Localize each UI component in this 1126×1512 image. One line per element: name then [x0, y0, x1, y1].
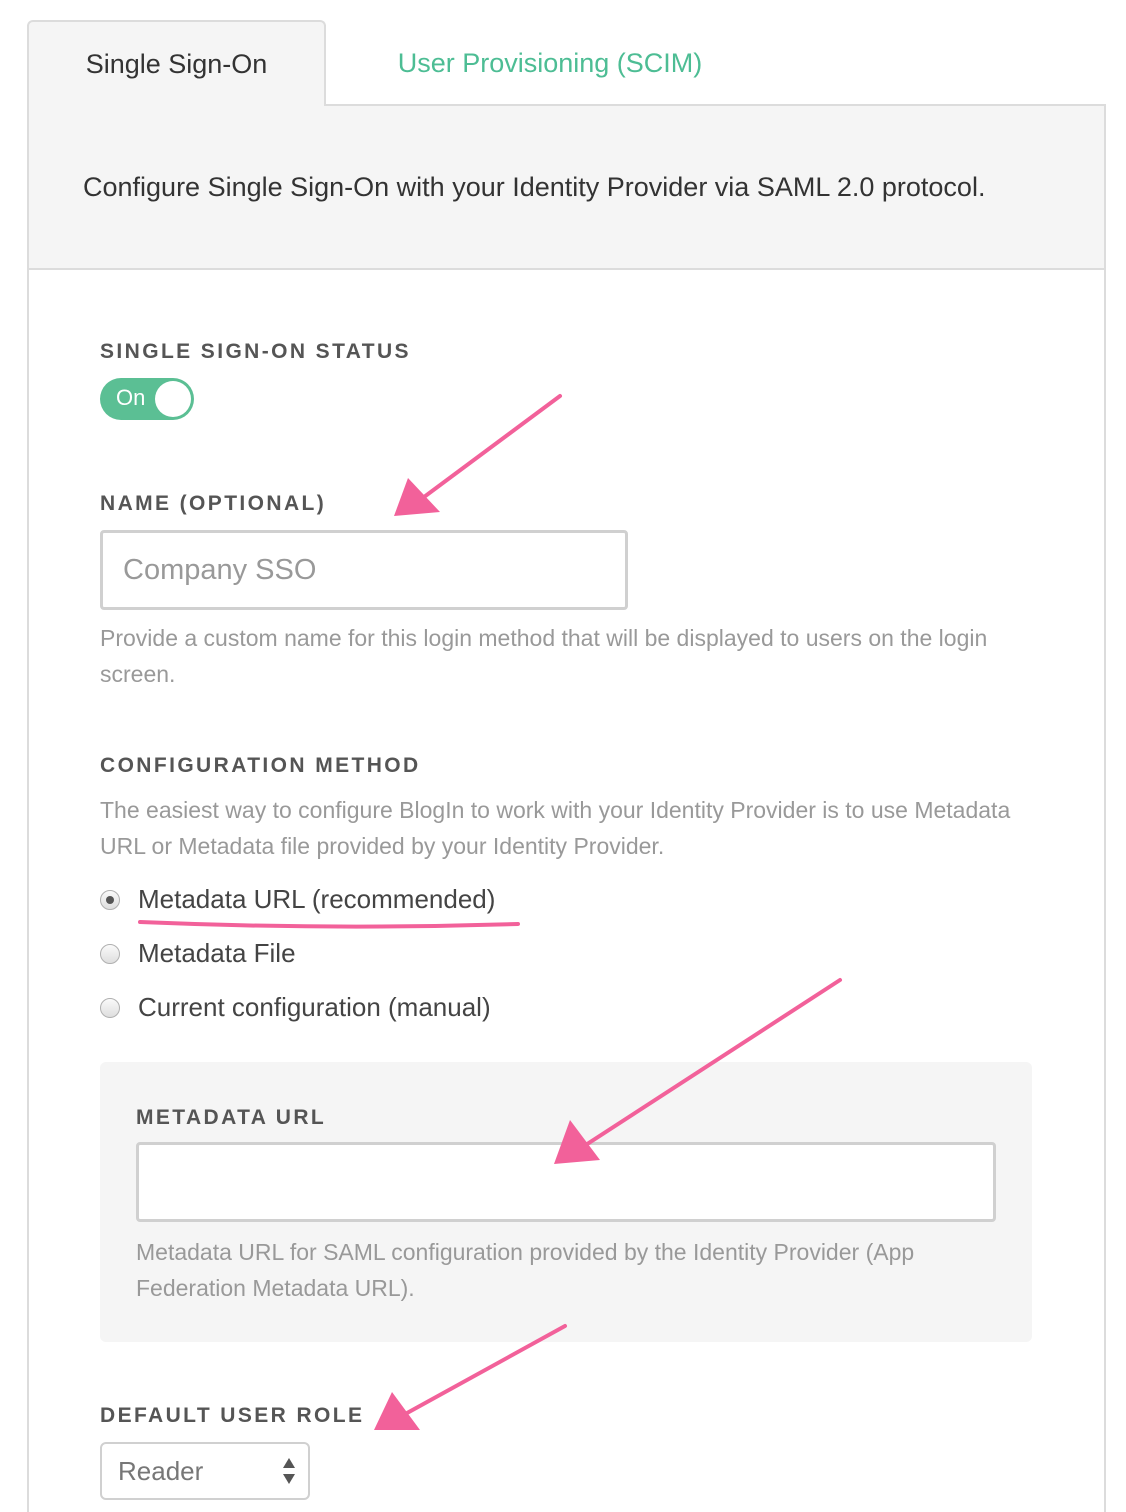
- radio-button[interactable]: [100, 998, 120, 1018]
- radio-metadata-url[interactable]: [100, 884, 495, 915]
- metadata-url-help: Metadata URL for SAML configuration provided by the Identity Provider (App Federation Metadata URL).: [136, 1239, 915, 1301]
- default-role-select[interactable]: [100, 1442, 310, 1500]
- tab-single-sign-on[interactable]: [27, 20, 326, 106]
- radio-label: Metadata URL (recommended): [138, 884, 496, 914]
- default-role-label: DEFAULT USER ROLE: [100, 1404, 365, 1427]
- name-label: NAME (OPTIONAL): [100, 492, 327, 515]
- radio-label: Current configuration (manual): [138, 992, 491, 1022]
- default-role-value: Reader: [118, 1455, 204, 1486]
- sso-status-label: SINGLE SIGN-ON STATUS: [100, 340, 411, 363]
- intro-panel: [27, 104, 1106, 270]
- radio-metadata-file[interactable]: [100, 938, 296, 969]
- sso-status-toggle[interactable]: [100, 378, 194, 420]
- name-input[interactable]: [100, 530, 628, 610]
- tab-user-provisioning[interactable]: [330, 20, 770, 106]
- radio-manual[interactable]: [100, 992, 491, 1023]
- tab-user-provisioning-label: User Provisioning (SCIM): [397, 47, 703, 78]
- name-help: Provide a custom name for this login method that will be displayed to users on the login screen.: [100, 625, 988, 687]
- radio-button[interactable]: [100, 890, 120, 910]
- select-arrows-icon: [282, 1456, 296, 1486]
- radio-label: Metadata File: [138, 938, 296, 968]
- toggle-text: On: [116, 385, 146, 410]
- config-method-help: The easiest way to configure BlogIn to work with your Identity Provider is to use Metadata URL or Metadata file provided by your Identity Provider.: [100, 797, 1011, 859]
- tab-single-sign-on-label: Single Sign-On: [85, 48, 268, 79]
- intro-text: Configure Single Sign-On with your Identity Provider via SAML 2.0 protocol.: [83, 171, 986, 202]
- metadata-url-label: METADATA URL: [136, 1106, 327, 1129]
- metadata-url-input[interactable]: [136, 1142, 996, 1222]
- radio-button[interactable]: [100, 944, 120, 964]
- toggle-knob: [155, 381, 191, 417]
- config-method-label: CONFIGURATION METHOD: [100, 754, 421, 777]
